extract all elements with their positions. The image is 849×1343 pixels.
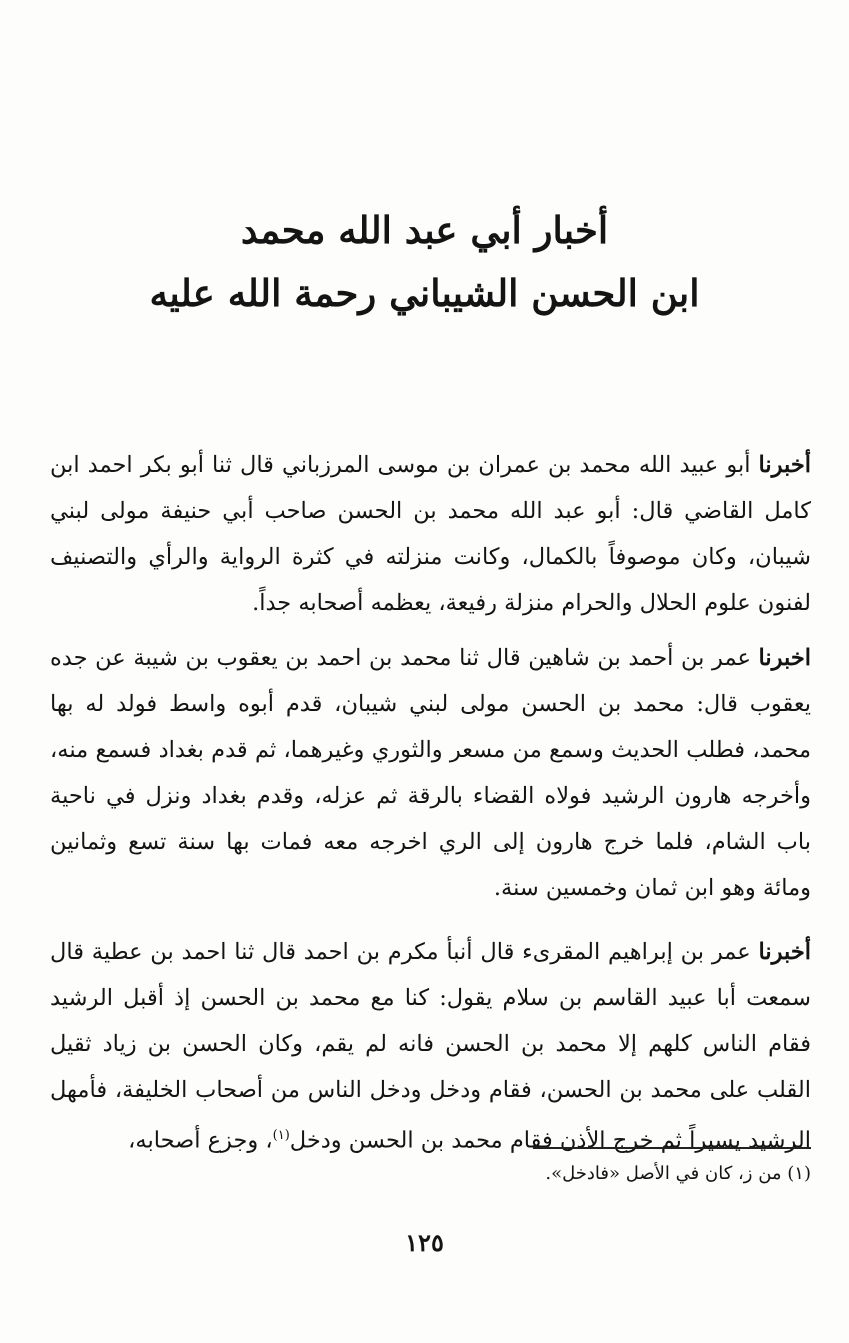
paragraph-2 xyxy=(50,635,811,911)
paragraph-1 xyxy=(50,442,811,626)
page-number: ١٢٥ xyxy=(405,1228,444,1257)
footnote: (١) من ز، كان في الأصل «فادخل». xyxy=(545,1163,811,1184)
paragraph-3-tail: ، وجزع أصحابه، xyxy=(128,1127,273,1153)
paragraph-3-lead: أخبرنا xyxy=(758,938,811,965)
chapter-title-line-1: أخبار أبي عبد الله محمد xyxy=(240,208,609,252)
paragraph-2-lead: اخبرنا xyxy=(758,644,811,671)
paragraph-3-text: عمر بن إبراهيم المقرىء قال أنبأ مكرم بن احمد قال ثنا احمد بن عطية قال سمعت أبا عبيد القاسم بن سلام يقول: كنا مع محمد بن الحسن إذ أقبل الرشيد فقام الناس كلهم إلا محمد بن الحسن فانه لم يقم، وكان الحسن بن زياد ثقيل القلب على محمد بن الحسن، فقام ودخل ودخل الناس من أصحاب الخليفة، فأمهل الرشيد يسيراً ثم خرج الأذن فقام محمد بن الحسن ودخل xyxy=(50,938,811,1153)
paragraph-2-text: عمر بن أحمد بن شاهين قال ثنا محمد بن احمد بن يعقوب بن شيبة عن جده يعقوب قال: محمد بن الحسن مولى لبني شيبان، قدم أبوه واسط فولد له بها محمد، فطلب الحديث وسمع من مسعر والثوري وغيرهما، ثم قدم بغداد فسمع منه، وأخرجه هارون الرشيد فولاه القضاء بالرقة ثم عزله، وقدم بغداد ونزل في ناحية باب الشام، فلما خرج هارون إلى الري اخرجه معه فمات بها سنة تسع وثمانين ومائة وهو ابن ثمان وخمسين سنة. xyxy=(50,644,811,901)
chapter-title-line-2: ابن الحسن الشيباني رحمة الله عليه xyxy=(149,271,700,315)
footnote-marker: (١) xyxy=(272,1127,290,1143)
paragraph-1-text: أبو عبيد الله محمد بن عمران بن موسى المرزباني قال ثنا أبو بكر احمد ابن كامل القاضي قال: أبو عبد الله محمد بن الحسن صاحب أبي حنيفة مولى لبني شيبان، وكان موصوفاً بالكمال، وكانت منزلته في كثرة الرواية والرأي والتصنيف لفنون علوم الحلال والحرام منزلة رفيعة، يعظمه أصحابه جداً. xyxy=(50,451,811,616)
footnote-divider xyxy=(533,1147,811,1149)
paragraph-3 xyxy=(50,929,811,1164)
paragraph-1-lead: أخبرنا xyxy=(758,451,811,478)
